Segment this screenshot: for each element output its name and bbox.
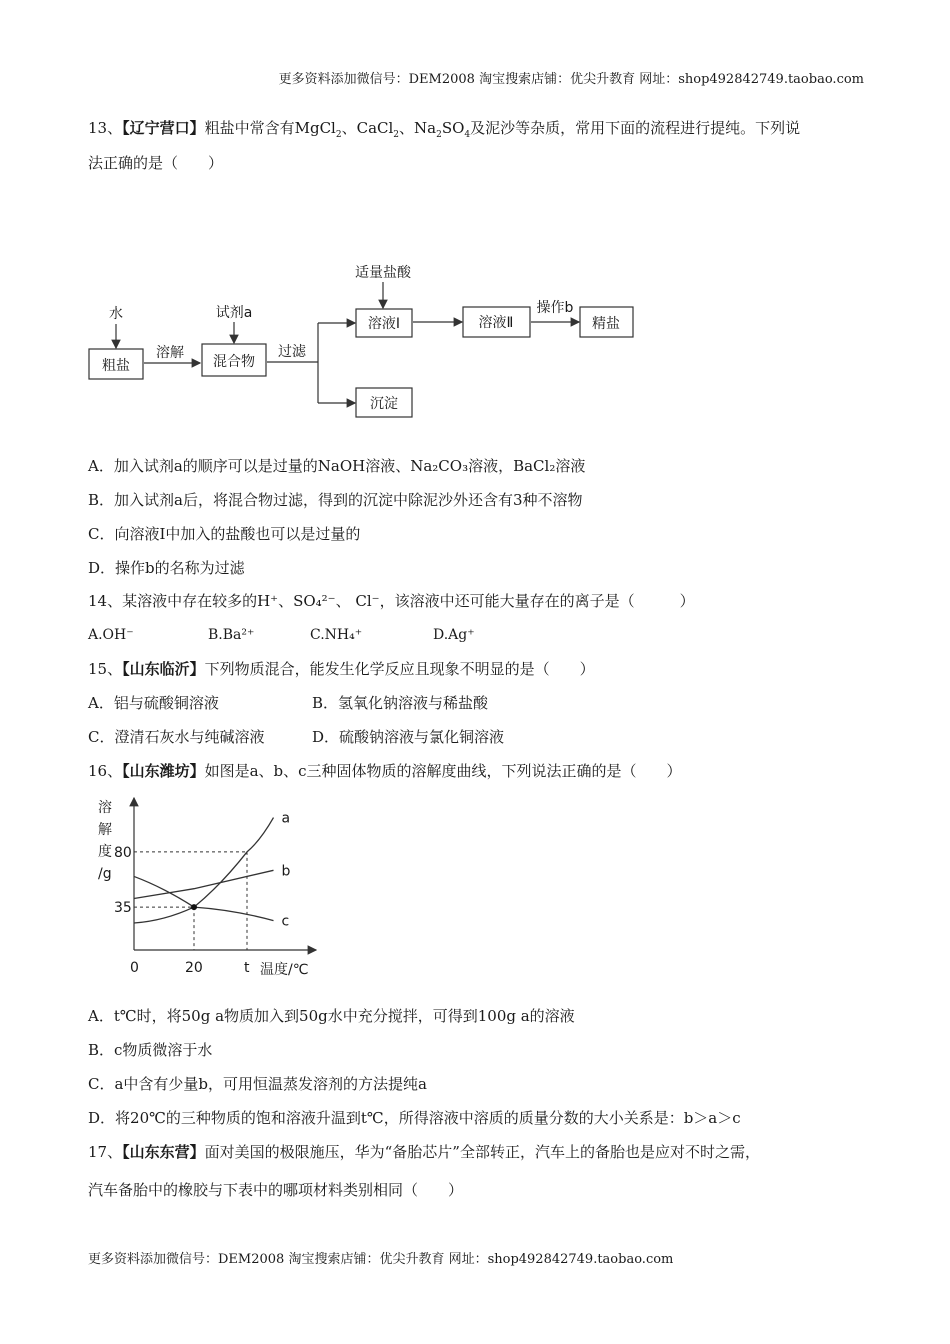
- q14-option-d: D.Ag⁺: [433, 627, 475, 643]
- q15-source-tag: 【山东临沂】: [122, 660, 205, 678]
- sub: 2: [436, 130, 442, 140]
- x-tick-20: 20: [185, 960, 203, 976]
- q13-text-b: 、CaCl: [341, 119, 394, 137]
- q16-option-b: B．c物质微溶于水: [88, 1041, 213, 1059]
- label-precipitate: 沉淀: [370, 396, 398, 412]
- sub: 2: [393, 130, 400, 140]
- y-axis-label-char: /g: [98, 866, 112, 882]
- sub: 2: [335, 130, 342, 140]
- sub: 4: [464, 130, 471, 140]
- curve-b: [134, 870, 274, 898]
- q13-option-d: D．操作b的名称为过滤: [88, 559, 245, 577]
- intersection-point: [191, 904, 197, 910]
- q14-option-c: C.NH₄⁺: [310, 627, 363, 643]
- y-tick-35: 35: [114, 900, 132, 917]
- q15-option-a: A．铝与硫酸铜溶液: [88, 694, 219, 712]
- y-axis-label-char: 度: [98, 844, 112, 860]
- q16-number: 16、: [88, 762, 123, 780]
- q15-text: 下列物质混合，能发生化学反应且现象不明显的是（ ）: [204, 660, 595, 678]
- q13-text-d: SO: [441, 119, 465, 137]
- q16-stem: [88, 761, 682, 781]
- label-reagent-a: 试剂a: [215, 305, 253, 321]
- purification-flowchart: [80, 262, 650, 422]
- q15-stem: [88, 659, 595, 679]
- q17-text: 面对美国的极限施压，华为“备胎芯片”全部转正，汽车上的备胎也是应对不时之需，: [204, 1143, 760, 1161]
- q17-number: 17、: [88, 1143, 123, 1161]
- q14-option-a: A.OH⁻: [88, 627, 134, 643]
- page-header: 更多资料添加微信号：DEM2008 淘宝搜索店铺：优尖升教育 网址：shop492842749.taobao.com: [278, 72, 864, 87]
- q16-option-c: C．a中含有少量b，可用恒温蒸发溶剂的方法提纯a: [88, 1075, 427, 1093]
- q14-option-b: B.Ba²⁺: [208, 627, 255, 643]
- label-operation-b: 操作b: [536, 300, 574, 316]
- q16-text: 如图是a、b、c三种固体物质的溶解度曲线，下列说法正确的是（ ）: [204, 762, 682, 780]
- label-crude-salt: 粗盐: [102, 358, 130, 374]
- label-solution2: 溶液Ⅱ: [478, 315, 514, 331]
- q13-number: 13、: [88, 119, 123, 137]
- label-water: 水: [109, 306, 123, 322]
- q16-source-tag: 【山东潍坊】: [122, 762, 205, 780]
- label-acid: 适量盐酸: [355, 265, 411, 281]
- curve-label-a: a: [281, 810, 291, 827]
- q13-option-a: A．加入试剂a的顺序可以是过量的NaOH溶液、Na₂CO₃溶液，BaCl₂溶液: [88, 457, 586, 475]
- x-tick-0: 0: [130, 960, 139, 976]
- q13-source-tag: 【辽宁营口】: [122, 119, 205, 137]
- solubility-chart: [84, 790, 334, 980]
- q15-option-c: C．澄清石灰水与纯碱溶液: [88, 728, 265, 746]
- curve-label-b: b: [281, 863, 291, 880]
- q17-stem-line1: [88, 1142, 760, 1162]
- label-refined-salt: 精盐: [592, 316, 620, 332]
- q13-text-c: 、Na: [399, 119, 437, 137]
- q15-number: 15、: [88, 660, 123, 678]
- y-tick-80: 80: [114, 844, 132, 861]
- q17-stem-line2: 汽车备胎中的橡胶与下表中的哪项材料类别相同（ ）: [88, 1181, 464, 1199]
- label-mixture: 混合物: [213, 354, 255, 370]
- page-footer: 更多资料添加微信号：DEM2008 淘宝搜索店铺：优尖升教育 网址：shop492842749.taobao.com: [88, 1252, 674, 1267]
- q13-text-e: 及泥沙等杂质，常用下面的流程进行提纯。下列说: [470, 119, 801, 137]
- q13-option-b: B．加入试剂a后，将混合物过滤，得到的沉淀中除泥沙外还含有3种不溶物: [88, 491, 583, 509]
- x-axis-label: 温度/℃: [260, 962, 309, 978]
- q13-option-c: C．向溶液Ⅰ中加入的盐酸也可以是过量的: [88, 525, 361, 543]
- q14-stem: 14、某溶液中存在较多的H⁺、SO₄²⁻、 Cl⁻，该溶液中还可能大量存在的离子是（ ）: [88, 592, 695, 610]
- q17-source-tag: 【山东东营】: [122, 1143, 205, 1161]
- x-tick-t: t: [244, 960, 250, 976]
- q16-option-a: A．t℃时，将50g a物质加入到50g水中充分搅拌，可得到100g a的溶液: [88, 1007, 575, 1025]
- q13-stem-line1: [88, 118, 800, 145]
- label-filter: 过滤: [278, 344, 306, 360]
- q15-option-d: D．硫酸钠溶液与氯化铜溶液: [312, 728, 505, 746]
- curve-label-c: c: [281, 913, 290, 930]
- q13-text-a: 粗盐中常含有MgCl: [204, 119, 336, 137]
- label-solution1: 溶液Ⅰ: [367, 316, 401, 332]
- y-axis-label-char: 解: [98, 822, 112, 838]
- q15-option-b: B．氢氧化钠溶液与稀盐酸: [312, 694, 489, 712]
- y-axis-label-char: 溶: [98, 800, 112, 816]
- q13-stem-line2: 法正确的是（ ）: [88, 154, 224, 172]
- q16-option-d: D．将20℃的三种物质的饱和溶液升温到t℃，所得溶液中溶质的质量分数的大小关系是：b＞a＞c: [88, 1109, 741, 1127]
- label-dissolve: 溶解: [156, 345, 184, 361]
